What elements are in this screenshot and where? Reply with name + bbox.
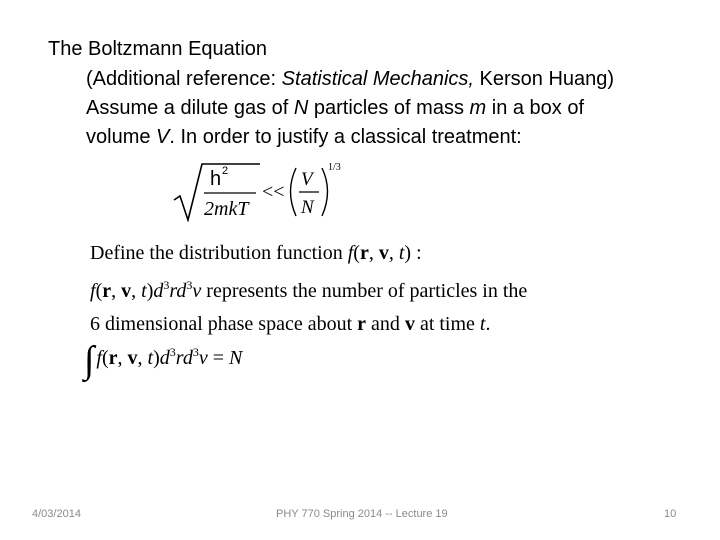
vector-r: r [357,313,367,335]
vector-r: r [359,242,369,264]
definition-line [90,241,422,265]
assumption-text-a: Assume a dilute gas of [86,97,294,119]
volume-text-b: . In order to justify a classical treatment: [169,126,522,148]
ratio-numerator: V [301,169,313,190]
denominator: 2mkT [204,198,249,220]
exponent: 3 [169,345,176,359]
paren-close: ) : [404,242,422,264]
page-number: 10 [664,508,677,520]
comma: , [117,347,128,369]
vector-v: v [127,347,138,369]
assumption-text-b: particles of mass [308,97,470,119]
comma: , [368,242,379,264]
differential-v: v [198,347,208,369]
reference-line [86,67,614,91]
paren-open: ( [95,280,103,302]
exponent: 3 [163,278,170,292]
vector-v: v [378,242,389,264]
normalization-equation [84,338,242,382]
comma: , [137,347,148,369]
paren-open: ( [353,242,360,264]
phase-text-d: . [485,313,491,335]
phase-text-b: and [366,313,405,335]
symbol-t: t [141,280,147,302]
comma: , [111,280,122,302]
symbol-V: V [156,126,170,148]
symbol-N: N [293,97,309,119]
paren-open: ( [101,347,109,369]
integral-sign: ∫ [84,339,95,381]
exponent: 3 [192,345,199,359]
ratio-exponent: 1/3 [328,162,341,173]
assumption-line [86,96,584,120]
assumption-text-c: in a box of [486,97,585,119]
vector-v: v [121,280,132,302]
vector-v: v [404,313,415,335]
phase-text-a: 6 dimensional phase space about [90,313,358,335]
phase-space-line [90,312,490,336]
numerator-exponent: 2 [222,165,229,177]
represents-text: represents the number of particles in the [201,280,528,302]
differential-v: v [192,280,202,302]
footer-course: PHY 770 Spring 2014 -- Lecture 19 [276,508,448,520]
phase-text-c: at time [414,313,480,335]
represents-line [90,279,527,303]
comma: , [131,280,142,302]
paren-close: ) [146,280,154,302]
slide-title: The Boltzmann Equation [48,38,268,60]
symbol-t: t [479,313,486,335]
volume-line [86,125,522,149]
vector-r: r [102,280,112,302]
differential-rd: rd [169,280,187,302]
volume-text-a: volume [86,126,157,148]
classical-condition-equation [172,160,352,222]
differential-rd: rd [175,347,193,369]
reference-book: Statistical Mechanics, [281,68,474,90]
func-f: f [96,347,102,369]
differential-d: d [153,280,164,302]
differential-d: d [159,347,170,369]
paren-close: ) [153,347,160,369]
ratio-denominator: N [301,197,314,218]
right-paren [322,168,328,216]
numerator-h: h [210,168,222,190]
exponent: 3 [186,278,193,292]
symbol-t: t [398,242,405,264]
comma: , [388,242,399,264]
left-paren [291,168,297,216]
reference-suffix: Kerson Huang) [473,68,615,90]
footer-date: 4/03/2014 [32,508,81,520]
symbol-N: N [229,347,243,369]
relation: << [262,181,285,203]
definition-text: Define the distribution function [90,242,348,264]
equals-sign: = [207,347,229,369]
func-f: f [347,242,354,264]
symbol-m: m [469,97,487,119]
vector-r: r [108,347,118,369]
func-f: f [90,280,96,302]
reference-prefix: (Additional reference: [86,68,282,90]
symbol-t: t [147,347,154,369]
